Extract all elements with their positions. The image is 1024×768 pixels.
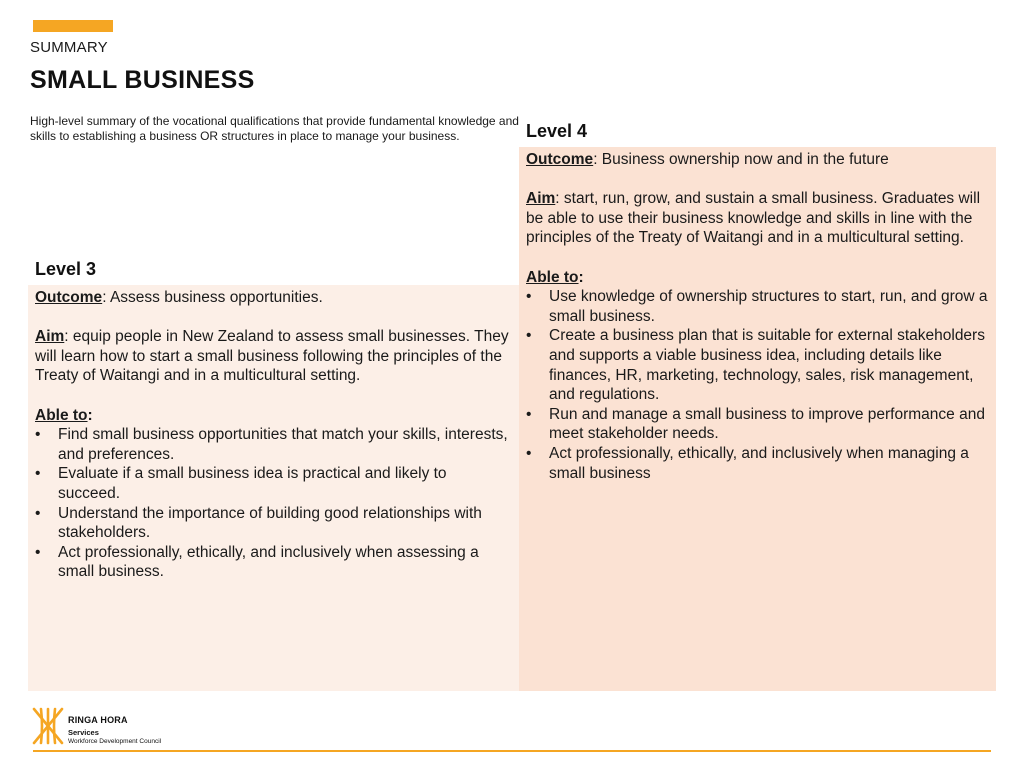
level-4-able-to-list — [526, 287, 989, 483]
list-item: • Act professionally, ethically, and inclusively when managing a small business — [526, 444, 989, 483]
level-3-heading: Level 3 — [35, 259, 97, 279]
list-item: • Act professionally, ethically, and inclusively when assessing a small business. — [35, 543, 512, 582]
footer-brand: RINGA HORA — [68, 715, 128, 725]
level-3-able-to-heading — [35, 406, 512, 426]
aim-text: : equip people in New Zealand to assess small businesses. They will learn how to start a small business following the principles of the Treaty of Waitangi and in a multicultural setting. — [35, 328, 509, 385]
able-to-label: Able to — [35, 406, 88, 424]
list-item: • Run and manage a small business to improve performance and meet stakeholder needs. — [526, 405, 989, 444]
list-item: • Use knowledge of ownership structures to start, run, and grow a small business. — [526, 287, 989, 326]
footer-subtitle: Services — [68, 728, 99, 737]
ringa-hora-logo-icon — [31, 706, 65, 746]
able-to-colon: : — [87, 406, 93, 424]
level-3-able-to-list — [35, 425, 512, 582]
level-3-outcome — [35, 288, 512, 308]
list-item: • Create a business plan that is suitable for external stakeholders and supports a viable business idea, including details like finances, HR, marketing, technology, sales, risk management, and regulations. — [526, 326, 989, 404]
level-4-heading: Level 4 — [526, 121, 588, 141]
outcome-label: Outcome — [35, 289, 103, 306]
list-item: • Evaluate if a small business idea is practical and likely to succeed. — [35, 464, 512, 503]
outcome-label: Outcome — [526, 151, 594, 168]
able-to-colon: : — [578, 268, 584, 286]
header-accent-bar — [33, 20, 113, 32]
footer-subtitle-2: Workforce Development Council — [68, 738, 162, 745]
level-4-aim — [526, 189, 989, 248]
footer-divider — [33, 750, 991, 752]
list-item: • Understand the importance of building good relationships with stakeholders. — [35, 504, 512, 543]
outcome-text: : Business ownership now and in the future — [593, 151, 889, 168]
level-4-panel — [519, 147, 996, 691]
section-label: SUMMARY — [30, 39, 108, 56]
level-4-outcome — [526, 150, 989, 170]
page-title: SMALL BUSINESS — [30, 66, 255, 94]
level-3-aim — [35, 327, 512, 386]
intro-text: High-level summary of the vocational qualifications that provide fundamental knowledge and skills to establishing a business OR structures in place to manage your business. — [30, 114, 519, 143]
level-3-panel — [28, 285, 519, 691]
aim-text: : start, run, grow, and sustain a small business. Graduates will be able to use their business knowledge and skills in line with the principles of the Treaty of Waitangi and in a multicultural setting. — [526, 190, 981, 247]
able-to-label: Able to — [526, 268, 579, 286]
aim-label: Aim — [526, 190, 556, 208]
level-4-able-to-heading — [526, 268, 989, 288]
outcome-text: : Assess business opportunities. — [102, 289, 323, 306]
list-item: • Find small business opportunities that match your skills, interests, and preferences. — [35, 425, 512, 464]
aim-label: Aim — [35, 328, 65, 346]
